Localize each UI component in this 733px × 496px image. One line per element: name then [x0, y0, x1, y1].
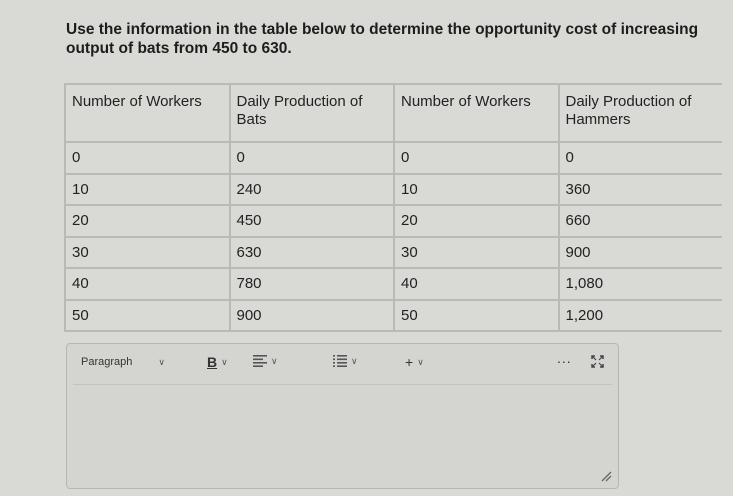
expand-icon [591, 355, 604, 368]
table-row [64, 301, 722, 333]
more-options-button[interactable] [557, 350, 572, 366]
insert-button[interactable] [405, 354, 424, 370]
table-cell: 0 [393, 143, 558, 173]
table-cell: 630 [229, 238, 394, 268]
table-cell: 1,200 [558, 301, 723, 331]
table-cell: 1,080 [558, 269, 723, 299]
header-cell: Daily Production of Hammers [558, 85, 723, 141]
table-row [64, 206, 722, 238]
table-cell: 10 [393, 175, 558, 205]
chevron-down-icon: ∨ [417, 356, 424, 367]
table-cell: 0 [64, 143, 229, 173]
rich-text-editor [66, 343, 619, 489]
table-cell: 900 [558, 238, 723, 268]
align-button[interactable] [253, 355, 278, 367]
table-cell: 450 [229, 206, 394, 236]
editor-toolbar [67, 344, 618, 382]
align-left-icon [253, 355, 267, 367]
answer-text-area[interactable] [73, 384, 612, 482]
list-button[interactable] [333, 355, 358, 367]
resize-handle-icon[interactable] [600, 470, 612, 482]
paragraph-label: Paragraph [81, 356, 133, 368]
table-cell: 20 [393, 206, 558, 236]
header-cell: Number of Workers [393, 85, 558, 141]
list-icon [333, 355, 347, 367]
data-table [64, 83, 722, 332]
header-cell: Daily Production of Bats [229, 85, 394, 141]
table-cell: 900 [229, 301, 394, 331]
table-cell: 50 [393, 301, 558, 331]
table-cell: 10 [64, 175, 229, 205]
table-cell: 780 [229, 269, 394, 299]
header-cell: Number of Workers [64, 85, 229, 141]
table-row [64, 175, 722, 207]
bold-button[interactable] [207, 354, 228, 370]
fullscreen-button[interactable] [591, 355, 604, 368]
table-row [64, 269, 722, 301]
table-cell: 360 [558, 175, 723, 205]
plus-icon: + [405, 354, 414, 370]
chevron-down-icon: ∨ [351, 355, 358, 366]
table-row [64, 238, 722, 270]
table-cell: 240 [229, 175, 394, 205]
table-row [64, 143, 722, 175]
table-cell: 40 [64, 269, 229, 299]
table-cell: 40 [393, 269, 558, 299]
table-cell: 660 [558, 206, 723, 236]
bold-icon: B [207, 354, 218, 370]
table-cell: 0 [558, 143, 723, 173]
table-cell: 0 [229, 143, 394, 173]
paragraph-format-dropdown[interactable] [81, 356, 165, 368]
chevron-down-icon: ∨ [221, 356, 228, 367]
table-cell: 50 [64, 301, 229, 331]
table-cell: 30 [393, 238, 558, 268]
table-cell: 30 [64, 238, 229, 268]
table-cell: 20 [64, 206, 229, 236]
table-header-row [64, 85, 722, 143]
chevron-down-icon: ∨ [271, 355, 278, 366]
more-icon: ... [557, 350, 572, 366]
chevron-down-icon: ∨ [158, 356, 165, 367]
question-text: Use the information in the table below to determine the opportunity cost of increasing output of bats from 450 to 630. [66, 21, 699, 57]
